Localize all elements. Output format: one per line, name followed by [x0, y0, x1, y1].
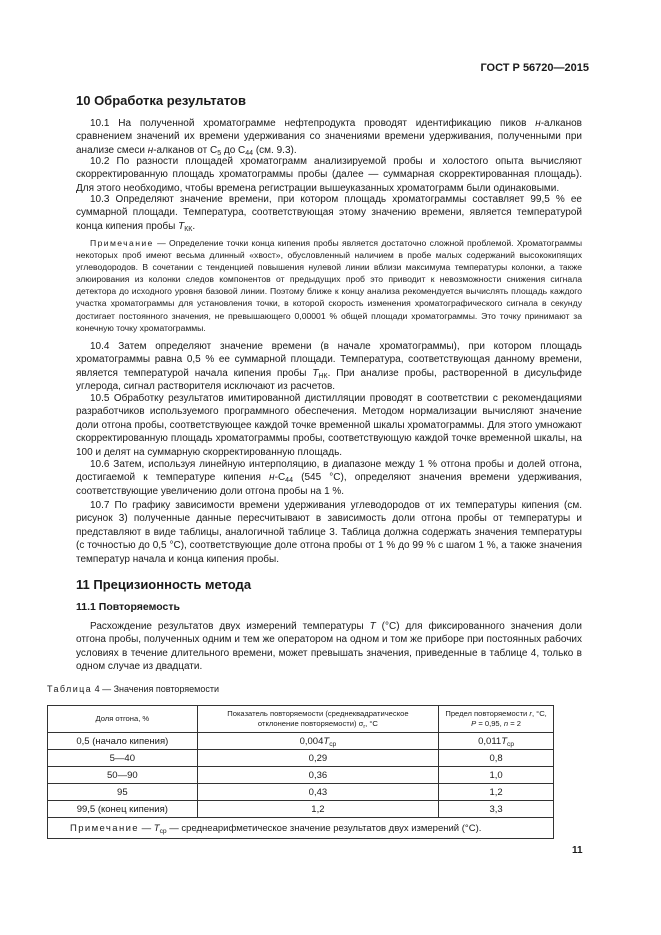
note-label: Примечание [90, 238, 154, 248]
cell-sigma: 0,29 [197, 750, 439, 767]
paragraph-10-7: 10.7 По графику зависимости времени удерживания углеводородов от их температуры кипения (см. рисунок 3) полученные данные пересчитывают в зависимость доли отгона пробы от температуры и представляют в виде таблицы, аналогичной таблице 3. Таблица должна содержать значения температуры (с точностью до 0,5 °C), соответствующие доле отгона пробы от 1 % до 99 % с шагом 1 %, а также значения температур начала и конца кипения пробы. [76, 500, 582, 565]
note-text: — Определение точки конца кипения пробы является достаточно сложной проблемой. Хроматограммы некоторых проб имеют весьма длинный «хвост», обусловленный наличием в пробе малых содержаний высококипящих углеводородов. В сочетании с тенденцией повышения нулевой линии вблизи максимума температуры колонки, а также элюирования из колонки следов компонентов от предыдущих проб это приводит к невозможности снижения сигнала детектора до исходного уровня базовой линии. Поэтому ближе к концу анализа рекомендуется вычислять площадь каждого участка хроматограммы для установления точки, в которой скорость изменения хроматографического сигнала в секунду достигает постоянного значения, не превышающего 0,00001 % общей площади хроматограммы. Это точку принимают за конечную точку хроматограммы. [76, 238, 582, 333]
table-caption-rest: 4 — Значения повторяемости [92, 684, 219, 694]
cell-fraction: 0,5 (начало кипения) [48, 733, 198, 750]
cell-sigma: 0,36 [197, 767, 439, 784]
cell-limit: 1,0 [439, 767, 554, 784]
cell-limit: 3,3 [439, 801, 554, 818]
paragraph-10-5: 10.5 Обработку результатов имитированной дистилляции проводят в соответствии с рекомендациями разработчиков используемого программного обеспечения. Методом нормализации вычисляют значение доли отгона пробы, соответствующее каждой точке временной шкалы хроматограммы. Для этого умножают скорректированную площадь хроматограммы пробы, соответствующую каждой точке временной шкалы, на 100 и делят на суммарную скорректированную площадь. [76, 393, 582, 458]
repeatability-table [47, 705, 554, 839]
cell-fraction: 50—90 [48, 767, 198, 784]
page-number: 11 [572, 845, 583, 856]
header-sigma: Показатель повторяемости (среднеквадратическое отклонение повторяемости) $\sigma_r$, °C [197, 706, 439, 733]
table-note: Примечание — $T_{ср}$ — среднеарифметическое значение результатов двух измерений (°C). [48, 818, 554, 839]
table-note-row [48, 818, 554, 839]
table-row [48, 801, 554, 818]
paragraph-11-1: Расхождение результатов двух измерений температуры T (°C) для фиксированного значения доли отгона пробы, полученных одним и тем же оператором на одном и том же приборе при постоянных рабочих условиях в течение длительного времени, может превышать значения, приведенные в таблице 4, только в одном случае из двадцати. [76, 621, 582, 673]
cell-limit: $0,011T_{ср}$ [439, 733, 554, 750]
paragraph-10-4: 10.4 Затем определяют значение времени (в начале хроматограммы), при котором площадь хроматограммы равна 0,5 % ее суммарной площади. Температура, соответствующая данному времени, является температурой начала кипения пробы $T_{НК}$. При анализе пробы, растворенной в дисульфиде углерода, сигнал растворителя исключают из расчетов. [76, 341, 582, 393]
cell-limit: 1,2 [439, 784, 554, 801]
cell-fraction: 5—40 [48, 750, 198, 767]
header-fraction: Доля отгона, % [48, 706, 198, 733]
table-row [48, 733, 554, 750]
standard-id: ГОСТ Р 56720—2015 [480, 62, 589, 74]
table-4-caption [47, 684, 219, 694]
paragraph-10-2: 10.2 По разности площадей хроматограмм анализируемой пробы и холостого опыта вычисляют скорректированную площадь хроматограммы пробы (далее — суммарная скорректированная площадь). Для этого необходимо, чтобы времена регистрации вышеуказанных хроматограмм были одинаковыми. [76, 156, 582, 194]
cell-sigma: $0,004T_{ср}$ [197, 733, 439, 750]
table-row [48, 750, 554, 767]
paragraph-10-1: 10.1 На полученной хроматограмме нефтепродукта проводят идентификацию пиков н-алканов сравнением значений их времени удерживания со значениями времени удерживания, полученными при анализе смеси н-алканов от $C_5$ до $C_{44}$ (см. 9.3). [76, 118, 582, 157]
cell-limit: 0,8 [439, 750, 554, 767]
header-limit: Предел повторяемости r, °C, P = 0,95, n = 2 [439, 706, 554, 733]
subsection-11-1-title: 11.1 Повторяемость [76, 601, 180, 613]
table-row [48, 784, 554, 801]
table-row [48, 767, 554, 784]
paragraph-10-3: 10.3 Определяют значение времени, при котором площадь хроматограммы составляет 99,5 % ее суммарной площади. Температура, соответствующая этому значению времени, является температурой конца кипения пробы $T_{КК}$. [76, 194, 582, 233]
table-caption-word: Таблица [47, 684, 93, 694]
cell-sigma: 1,2 [197, 801, 439, 818]
cell-fraction: 95 [48, 784, 198, 801]
section-10-title: 10 Обработка результатов [76, 93, 246, 108]
note-end-point [76, 237, 582, 334]
cell-sigma: 0,43 [197, 784, 439, 801]
section-11-title: 11 Прецизионность метода [76, 577, 252, 592]
cell-fraction: 99,5 (конец кипения) [48, 801, 198, 818]
table-header-row [48, 706, 554, 733]
paragraph-10-6: 10.6 Затем, используя линейную интерполяцию, в диапазоне между 1 % отгона пробы и долей отгона, достигаемой к температуре кипения $н-C_{44}$ (545 °C), определяют значения времени удерживания, соответствующие увеличению доли отгона пробы на 1 %. [76, 459, 582, 497]
